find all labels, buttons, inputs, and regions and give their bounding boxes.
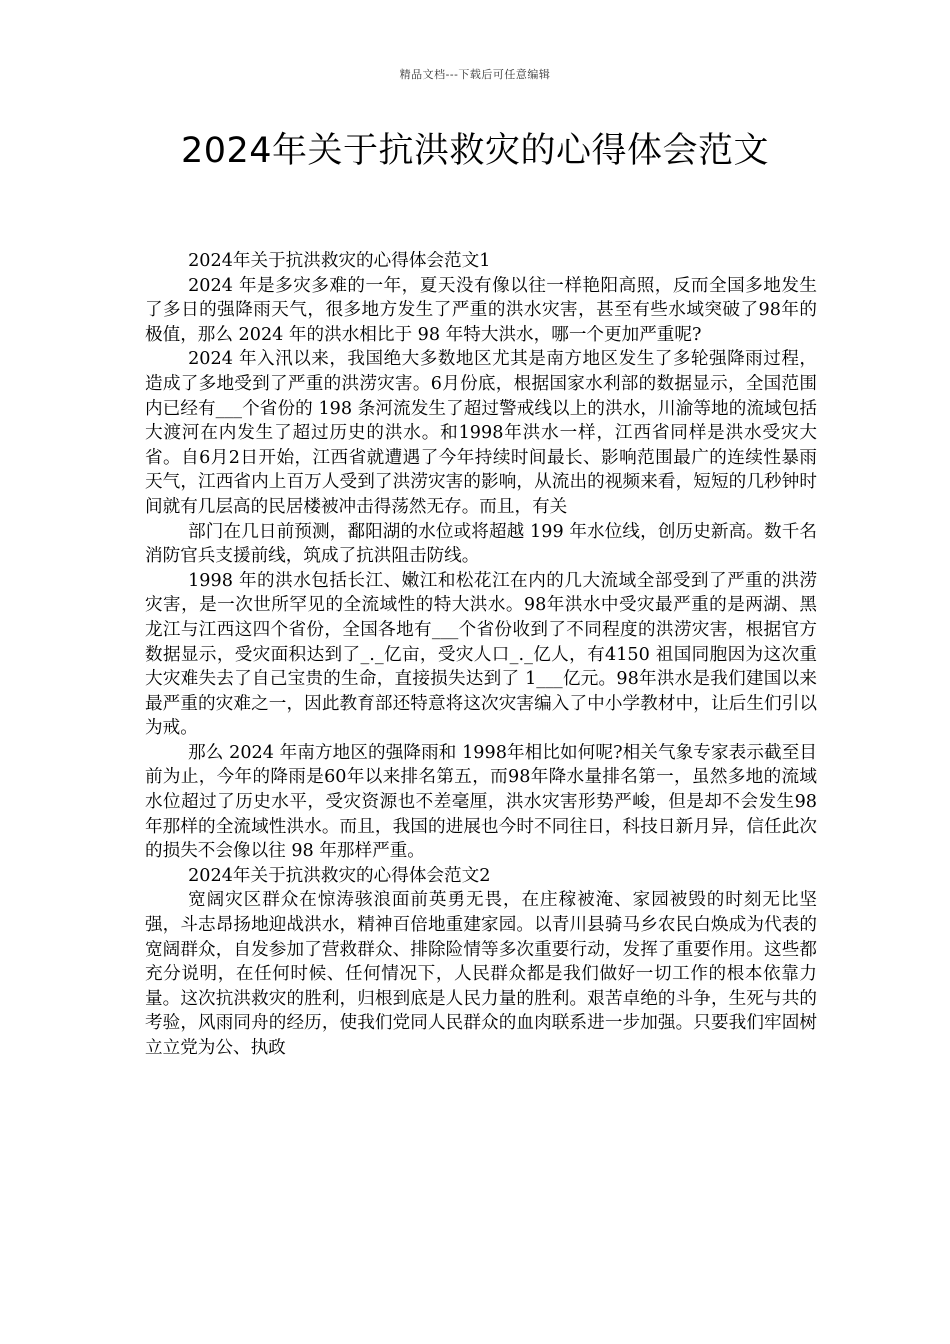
document-body: [145, 249, 817, 1061]
header-note: 精品文档---下载后可任意编辑: [399, 68, 551, 81]
body-paragraph: 部门在几日前预测，鄱阳湖的水位或将超越 199 年水位线，创历史新高。数千名消防官兵支援前线，筑成了抗洪阻击防线。: [145, 521, 817, 567]
body-paragraph: 那么 2024 年南方地区的强降雨和 1998年相比如何呢?相关气象专家表示截至目前为止，今年的降雨是60年以来排名第五，而98年降水量排名第一，虽然多地的流域水位超过了历史水平，受灾资源也不差毫厘，洪水灾害形势严峻，但是却不会发生98 年那样的全流域性洪水。而且，我国的进展也今时不同往日，科技日新月异，信任此次的损失不会像以往 98 年那样严重。: [145, 742, 817, 862]
body-paragraph: 1998 年的洪水包括长江、嫩江和松花江在内的几大流域全部受到了严重的洪涝灾害，是一次世所罕见的全流域性的特大洪水。98年洪水中受灾最严重的是两湖、黑龙江与江西这四个省份，全国各地有___个省份收到了不同程度的洪涝灾害，根据官方数据显示，受灾面积达到了_._亿亩，受灾人口_._亿人，有4150 祖国同胞因为这次重大灾难失去了自己宝贵的生命，直接损失达到了 1___亿元。98年洪水是我们建国以来最严重的灾难之一，因此教育部还特意将这次灾害编入了中小学教材中，让后生们引以为戒。: [145, 570, 817, 739]
document-title: 2024年关于抗洪救灾的心得体会范文: [180, 131, 770, 171]
section-heading: 2024年关于抗洪救灾的心得体会范文2: [188, 865, 491, 886]
body-paragraph: 宽阔灾区群众在惊涛骇浪面前英勇无畏，在庄稼被淹、家园被毁的时刻无比坚强，斗志昂扬地迎战洪水，精神百倍地重建家园。以青川县骑马乡农民白焕成为代表的宽阔群众，自发参加了营救群众、排除险情等多次重要行动，发挥了重要作用。这些都充分说明，在任何时候、任何情况下，人民群众都是我们做好一切工作的根本依靠力量。这次抗洪救灾的胜利，归根到底是人民力量的胜利。艰苦卓绝的斗争，生死与共的考验，风雨同舟的经历，使我们党同人民群众的血肉联系进一步加强。只要我们牢固树立立党为公、执政: [145, 890, 817, 1058]
body-paragraph: 2024 年是多灾多难的一年，夏天没有像以往一样艳阳高照，反而全国多地发生了多日的强降雨天气，很多地方发生了严重的洪水灾害，甚至有些水域突破了98年的极值，那么 2024 年的洪水相比于 98 年特大洪水，哪一个更加严重呢?: [145, 275, 817, 345]
section-heading: 2024年关于抗洪救灾的心得体会范文1: [188, 251, 491, 271]
body-paragraph: 2024 年入汛以来，我国绝大多数地区尤其是南方地区发生了多轮强降雨过程，造成了多地受到了严重的洪涝灾害。6月份底，根据国家水利部的数据显示，全国范围内已经有___个省份的 198 条河流发生了超过警戒线以上的洪水，川渝等地的流域包括大渡河在内发生了超过历史的洪水。和1998年洪水一样，江西省同样是洪水受灾大省。自6月2日开始，江西省就遭遇了今年持续时间最长、影响范围最广的连续性暴雨天气，江西省内上百万人受到了洪涝灾害的影响，从流出的视频来看，短短的几秒钟时间就有几层高的民居楼被冲击得荡然无存。而且，有关: [145, 349, 817, 517]
